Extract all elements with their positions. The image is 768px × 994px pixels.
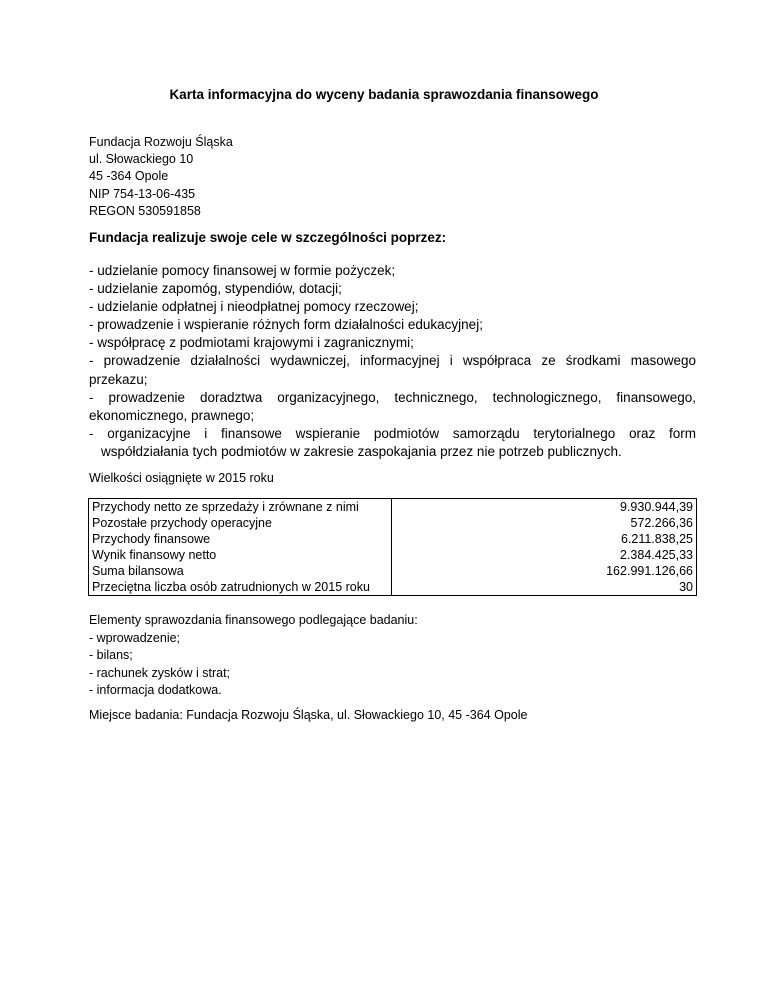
goal-item: - organizacyjne i finansowe wspieranie podmiotów samorządu terytorialnego oraz form współdziałania tych podmiotów w zakresie zaspokajania przez nie potrzeb publicznych.: [89, 425, 696, 459]
foundation-name: Fundacja Rozwoju Śląska: [89, 135, 233, 149]
row-value: 162.991.126,66: [392, 563, 697, 579]
foundation-address: [89, 134, 233, 220]
list-item: - bilans;: [89, 648, 133, 662]
list-item: - wprowadzenie;: [89, 630, 181, 645]
table-row: [89, 531, 697, 547]
row-label: Przychody netto ze sprzedaży i zrównane z nimi: [89, 499, 392, 516]
audit-elements: [89, 612, 418, 700]
table-row: [89, 563, 697, 579]
foundation-regon: REGON 530591858: [89, 203, 201, 218]
foundation-street: ul. Słowackiego 10: [89, 152, 194, 167]
goal-item: - prowadzenie i wspieranie różnych form działalności edukacyjnej;: [89, 317, 483, 333]
results-table: [88, 498, 697, 596]
row-label: Wynik finansowy netto: [89, 547, 392, 563]
goal-item: - udzielanie zapomóg, stypendiów, dotacji;: [89, 281, 342, 297]
row-label: Przychody finansowe: [89, 531, 392, 547]
row-value: 572.266,36: [392, 515, 697, 531]
row-value: 9.930.944,39: [392, 499, 697, 516]
goal-item: - prowadzenie działalności wydawniczej, informacyjnej i współpraca ze środkami masowego przekazu;: [89, 353, 696, 387]
foundation-city: 45 -364 Opole: [89, 169, 169, 184]
list-item: - informacja dodatkowa.: [89, 683, 222, 697]
document-title: Karta informacyjna do wyceny badania sprawozdania finansowego: [169, 87, 599, 102]
goal-item: - udzielanie odpłatnej i nieodpłatnej pomocy rzeczowej;: [89, 299, 419, 315]
list-item: - rachunek zysków i strat;: [89, 665, 231, 680]
table-row: [89, 515, 697, 531]
goal-item: - współpracę z podmiotami krajowymi i zagranicznymi;: [89, 335, 414, 351]
row-label: Suma bilansowa: [89, 563, 392, 579]
table-row: [89, 499, 697, 516]
audit-elements-heading: Elementy sprawozdania finansowego podlegające badaniu:: [89, 613, 418, 627]
row-label: Pozostałe przychody operacyjne: [89, 515, 392, 531]
goal-item: - udzielanie pomocy finansowej w formie pożyczek;: [89, 263, 396, 278]
table-row: [89, 579, 697, 596]
table-row: [89, 547, 697, 563]
goal-item: - prowadzenie doradztwa organizacyjnego, technicznego, technologicznego, finansowego, ekonomicznego, prawnego;: [89, 389, 696, 423]
goals-heading: Fundacja realizuje swoje cele w szczególności poprzez:: [89, 230, 447, 245]
audit-place: Miejsce badania: Fundacja Rozwoju Śląska, ul. Słowackiego 10, 45 -364 Opole: [89, 708, 528, 722]
results-caption: Wielkości osiągnięte w 2015 roku: [89, 471, 274, 485]
foundation-nip: NIP 754-13-06-435: [89, 186, 196, 201]
row-value: 2.384.425,33: [392, 547, 697, 563]
goals-list: [89, 262, 696, 461]
row-value: 6.211.838,25: [392, 531, 697, 547]
row-label: Przeciętna liczba osób zatrudnionych w 2015 roku: [89, 579, 392, 596]
row-value: 30: [392, 579, 697, 596]
